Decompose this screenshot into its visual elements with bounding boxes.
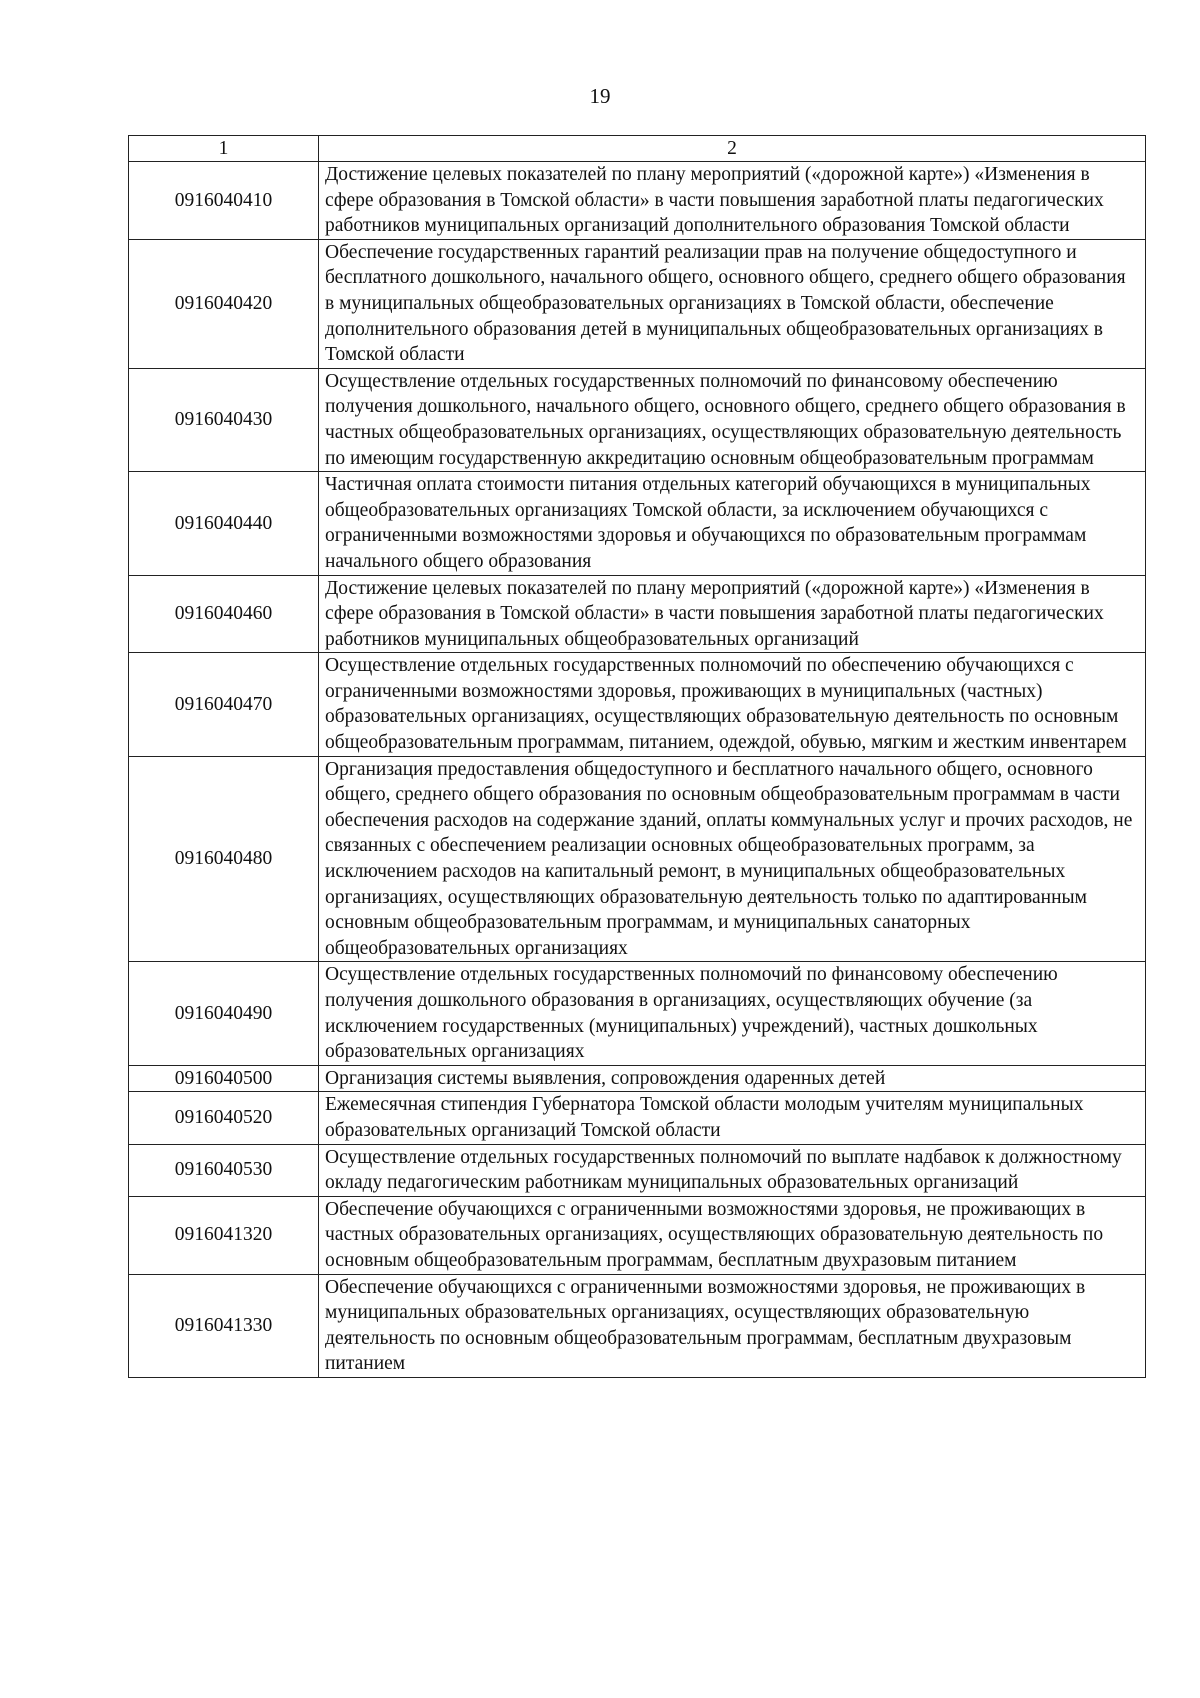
table-row	[129, 239, 1146, 368]
row-code: 0916040460	[129, 575, 319, 653]
table-row	[129, 653, 1146, 756]
table-row	[129, 1196, 1146, 1274]
row-description: Достижение целевых показателей по плану мероприятий («дорожной карте») «Изменения в сфере образования в Томской области» в части повышения заработной платы педагогических работников муниципальных общеобразовательных организаций	[319, 575, 1146, 653]
budget-code-table	[128, 135, 1146, 1378]
row-code: 0916040520	[129, 1092, 319, 1144]
row-code: 0916040410	[129, 162, 319, 240]
row-description: Обеспечение обучающихся с ограниченными возможностями здоровья, не проживающих в муниципальных образовательных организациях, осуществляющих образовательную деятельность по основным общеобразовательным программам, бесплатным двухразовым питанием	[319, 1274, 1146, 1377]
row-description: Ежемесячная стипендия Губернатора Томской области молодым учителям муниципальных образовательных организаций Томской области	[319, 1092, 1146, 1144]
table-row	[129, 472, 1146, 575]
table-row	[129, 575, 1146, 653]
row-code: 0916041330	[129, 1274, 319, 1377]
row-code: 0916040500	[129, 1065, 319, 1092]
row-description: Обеспечение государственных гарантий реализации прав на получение общедоступного и бесплатного дошкольного, начального общего, основного общего, среднего общего образования в муниципальных общеобразовательных организациях в Томской области, обеспечение дополнительного образования детей в муниципальных общеобразовательных организациях в Томской области	[319, 239, 1146, 368]
row-description: Осуществление отдельных государственных полномочий по обеспечению обучающихся с ограниченными возможностями здоровья, проживающих в муниципальных (частных) образовательных организациях, осуществляющих образовательную деятельность по основным общеобразовательным программам, питанием, одеждой, обувью, мягким и жестким инвентарем	[319, 653, 1146, 756]
table-row	[129, 162, 1146, 240]
row-code: 0916040430	[129, 368, 319, 471]
row-code: 0916041320	[129, 1196, 319, 1274]
table-row	[129, 756, 1146, 962]
row-description: Обеспечение обучающихся с ограниченными возможностями здоровья, не проживающих в частных образовательных организациях, осуществляющих образовательную деятельность по основным общеобразовательным программам, бесплатным двухразовым питанием	[319, 1196, 1146, 1274]
table-row	[129, 368, 1146, 471]
row-code: 0916040420	[129, 239, 319, 368]
table-row	[129, 1144, 1146, 1196]
page-number: 19	[589, 84, 611, 108]
column-header-description: 2	[319, 136, 1146, 162]
column-header-code: 1	[129, 136, 319, 162]
row-description: Осуществление отдельных государственных полномочий по финансовому обеспечению получения дошкольного образования в организациях, осуществляющих обучение (за исключением государственных (муниципальных) учреждений), частных дошкольных образовательных организациях	[319, 962, 1146, 1065]
table-row	[129, 1092, 1146, 1144]
row-description: Осуществление отдельных государственных полномочий по выплате надбавок к должностному окладу педагогическим работникам муниципальных образовательных организаций	[319, 1144, 1146, 1196]
row-code: 0916040530	[129, 1144, 319, 1196]
row-description: Частичная оплата стоимости питания отдельных категорий обучающихся в муниципальных общеобразовательных организациях Томской области, за исключением обучающихся с ограниченными возможностями здоровья и обучающихся по образовательным программам начального общего образования	[319, 472, 1146, 575]
row-code: 0916040440	[129, 472, 319, 575]
row-code: 0916040490	[129, 962, 319, 1065]
row-code: 0916040480	[129, 756, 319, 962]
row-description: Достижение целевых показателей по плану мероприятий («дорожной карте») «Изменения в сфере образования в Томской области» в части повышения заработной платы педагогических работников муниципальных организаций дополнительного образования Томской области	[319, 162, 1146, 240]
table-row	[129, 962, 1146, 1065]
row-code: 0916040470	[129, 653, 319, 756]
table-header-row	[129, 136, 1146, 162]
table-row	[129, 1274, 1146, 1377]
table-row	[129, 1065, 1146, 1092]
row-description: Осуществление отдельных государственных полномочий по финансовому обеспечению получения дошкольного, начального общего, основного общего, среднего общего образования в частных общеобразовательных организациях, осуществляющих образовательную деятельность по имеющим государственную аккредитацию основным общеобразовательным программам	[319, 368, 1146, 471]
row-description: Организация предоставления общедоступного и бесплатного начального общего, основного общего, среднего общего образования по основным общеобразовательным программам в части обеспечения расходов на содержание зданий, оплаты коммунальных услуг и прочих расходов, не связанных с обеспечением реализации основных общеобразовательных программ, за исключением расходов на капитальный ремонт, в муниципальных общеобразовательных организациях, осуществляющих образовательную деятельность только по адаптированным основным общеобразовательным программам, и муниципальных санаторных общеобразовательных организациях	[319, 756, 1146, 962]
row-description: Организация системы выявления, сопровождения одаренных детей	[319, 1065, 1146, 1092]
